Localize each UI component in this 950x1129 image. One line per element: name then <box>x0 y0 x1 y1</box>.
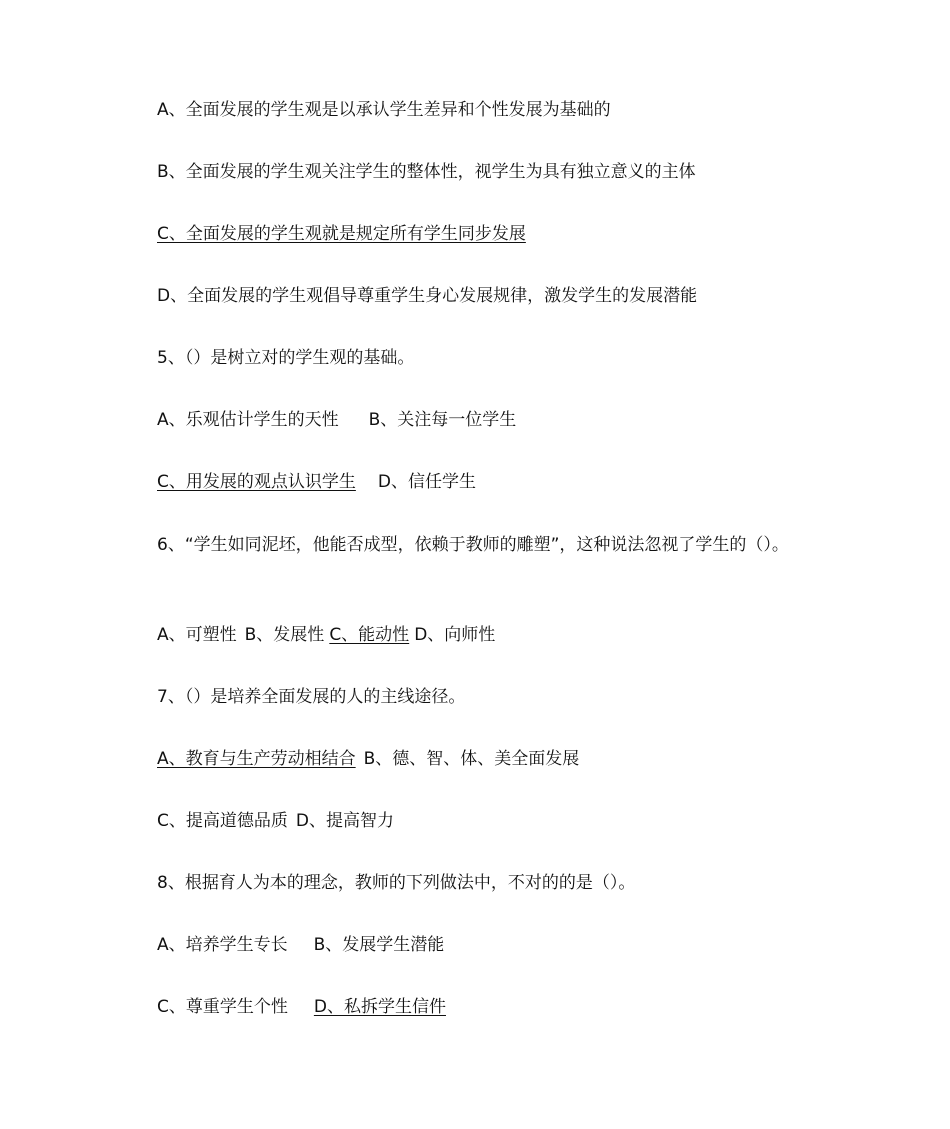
q5-option-a: A、乐观估计学生的天性 <box>157 410 339 430</box>
q5-option-c-answer: C、用发展的观点认识学生 <box>157 472 356 492</box>
q6-option-b: B、发展性 <box>244 625 325 645</box>
q7-option-a-answer: A、教育与生产劳动相结合 <box>157 749 356 769</box>
q8-option-b: B、发展学生潜能 <box>313 935 445 955</box>
q7-option-c: C、提高道德品质 <box>157 811 288 831</box>
q6-option-c-answer: C、能动性 <box>329 625 410 645</box>
q8-options-row-2 <box>157 995 446 1019</box>
q5-option-b: B、关注每一位学生 <box>368 410 517 430</box>
q5-options-row-1 <box>157 408 516 432</box>
q8-option-a: A、培养学生专长 <box>157 935 288 955</box>
q4-option-a: A、全面发展的学生观是以承认学生差异和个性发展为基础的 <box>157 100 611 120</box>
q6-stem: 6、“学生如同泥坯，他能否成型，依赖于教师的雕塑”，这种说法忽视了学生的（）。 <box>157 535 789 555</box>
q7-options-row-2 <box>157 809 394 833</box>
q7-option-b: B、德、智、体、美全面发展 <box>363 749 580 769</box>
q6-options <box>157 623 495 647</box>
q7-option-d: D、提高智力 <box>295 811 394 831</box>
q7-stem: 7、（）是培养全面发展的人的主线途径。 <box>157 687 466 707</box>
q6-option-a: A、可塑性 <box>157 625 237 645</box>
q4-option-d: D、全面发展的学生观倡导尊重学生身心发展规律，激发学生的发展潜能 <box>157 286 698 306</box>
q8-stem: 8、根据育人为本的理念，教师的下列做法中，不对的的是（）。 <box>157 873 636 893</box>
q5-stem: 5、（）是树立对的学生观的基础。 <box>157 348 415 368</box>
q7-options-row-1 <box>157 747 579 771</box>
q8-options-row-1 <box>157 933 444 957</box>
q8-option-d-answer: D、私拆学生信件 <box>313 997 446 1017</box>
q5-option-d: D、信任学生 <box>377 472 476 492</box>
q8-option-c: C、尊重学生个性 <box>157 997 288 1017</box>
q5-options-row-2 <box>157 470 476 494</box>
q4-option-b: B、全面发展的学生观关注学生的整体性，视学生为具有独立意义的主体 <box>157 162 696 182</box>
q4-option-c-answer: C、全面发展的学生观就是规定所有学生同步发展 <box>157 224 526 244</box>
q6-option-d: D、向师性 <box>414 625 496 645</box>
